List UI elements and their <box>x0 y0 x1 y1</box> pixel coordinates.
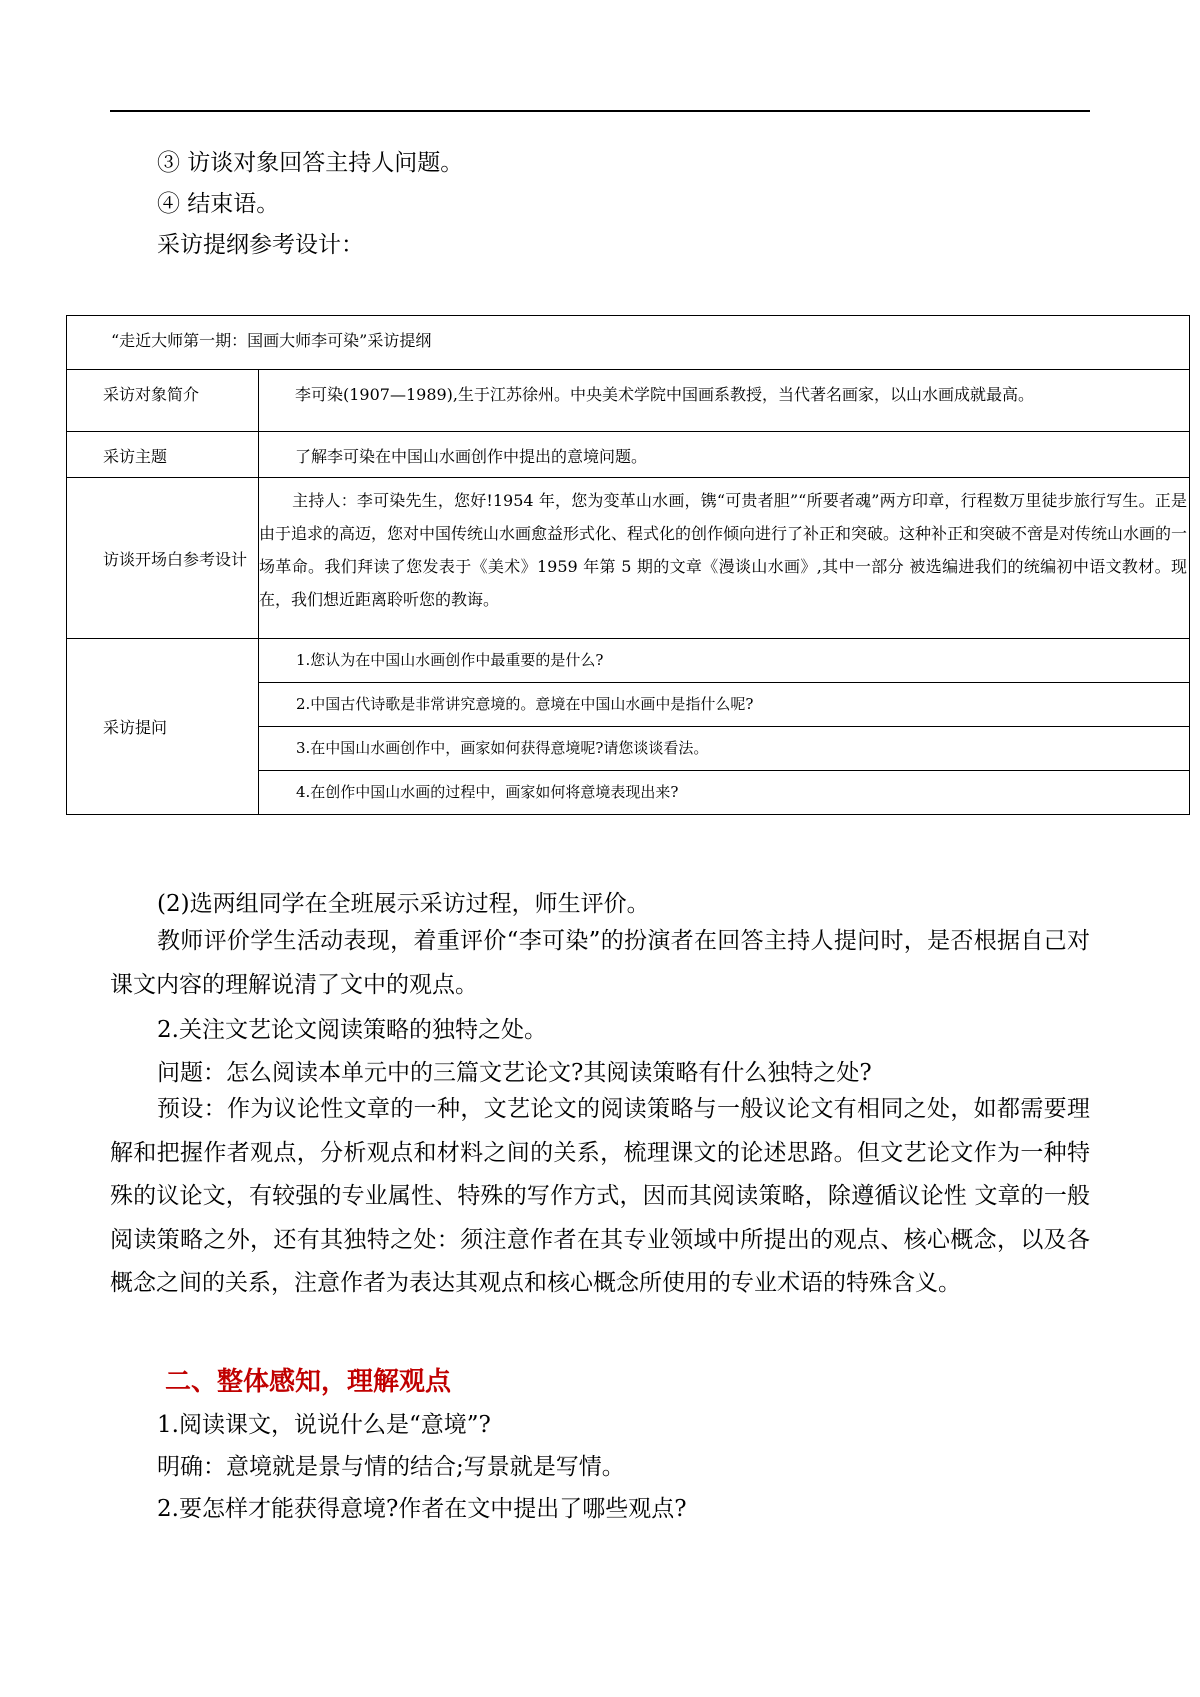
section-line: 2.要怎样才能获得意境?作者在文中提出了哪些观点? <box>157 1496 687 1522</box>
step-3-line: ③ 访谈对象回答主持人问题。 <box>157 150 464 176</box>
body-paragraph: 问题：怎么阅读本单元中的三篇文艺论文?其阅读策略有什么独特之处? <box>157 1060 872 1086</box>
outline-caption: 采访提纲参考设计： <box>157 232 364 258</box>
opening-text: 主持人：李可染先生，您好!1954 年，您为变革山水画，镌“可贵者胆”“所要者魂”两方印章，行程数万里徒步旅行写生。正是由于追求的高迈，您对中国传统山水画愈益形式化、程式化的创作倾向进行了补正和突破。这种补正和突破不啻是对传统山水画的一 场革命。我们拜读了您发表于《美术》1959 年第 5 期的文章《漫谈山水画》,其中一部分 被选编进我们的统编初中语文教材。现在，我们想近距离聆听您的教诲。 <box>259 491 1188 609</box>
profile-label: 采访对象简介 <box>67 370 259 432</box>
question-item: 4.在创作中国山水画的过程中，画家如何将意境表现出来? <box>259 771 1190 815</box>
opening-row <box>67 478 1190 639</box>
question-item: 1.您认为在中国山水画创作中最重要的是什么? <box>259 639 1190 683</box>
opening-label: 访谈开场白参考设计 <box>67 478 259 639</box>
theme-row <box>67 432 1190 478</box>
table-title: “走近大师第一期：国画大师李可染”采访提纲 <box>67 316 1190 370</box>
question-row <box>67 639 1190 683</box>
theme-value: 了解李可染在中国山水画创作中提出的意境问题。 <box>259 432 1190 478</box>
section-heading: 二、整体感知，理解观点 <box>165 1367 452 1397</box>
interview-outline-table <box>66 315 1190 815</box>
questions-label: 采访提问 <box>67 639 259 815</box>
step-4-line: ④ 结束语。 <box>157 191 280 217</box>
profile-value: 李可染(1907—1989),生于江苏徐州。中央美术学院中国画系教授，当代著名画家，以山水画成就最高。 <box>259 370 1190 432</box>
body-paragraph: 教师评价学生活动表现，着重评价“李可染”的扮演者在回答主持人提问时，是否根据自己对课文内容的理解说清了文中的观点。 <box>110 928 1090 998</box>
section-line: 明确：意境就是景与情的结合;写景就是写情。 <box>157 1454 625 1480</box>
body-paragraph: 预设：作为议论性文章的一种，文艺论文的阅读策略与一般议论文有相同之处，如都需要理解和把握作者观点，分析观点和材料之间的关系，梳理课文的论述思路。但文艺论文作为一种特殊的议论文，有较强的专业属性、特殊的写作方式，因而其阅读策略，除遵循议论性 文章的一般阅读策略之外，还有其独特之处：须注意作者在其专业领域中所提出的观点、核心概念，以及各概念之间的关系，注意作者为表达其观点和核心概念所使用的专业术语的特殊含义。 <box>110 1096 1090 1296</box>
header-rule <box>110 110 1090 112</box>
table-title-row <box>67 316 1190 370</box>
section-line: 1.阅读课文，说说什么是“意境”? <box>157 1412 491 1438</box>
theme-label: 采访主题 <box>67 432 259 478</box>
body-paragraph: 2.关注文艺论文阅读策略的独特之处。 <box>157 1017 547 1043</box>
body-paragraph: (2)选两组同学在全班展示采访过程，师生评价。 <box>157 891 650 917</box>
profile-row <box>67 370 1190 432</box>
opening-value <box>259 478 1190 639</box>
question-item: 2.中国古代诗歌是非常讲究意境的。意境在中国山水画中是指什么呢? <box>259 683 1190 727</box>
question-item: 3.在中国山水画创作中，画家如何获得意境呢?请您谈谈看法。 <box>259 727 1190 771</box>
